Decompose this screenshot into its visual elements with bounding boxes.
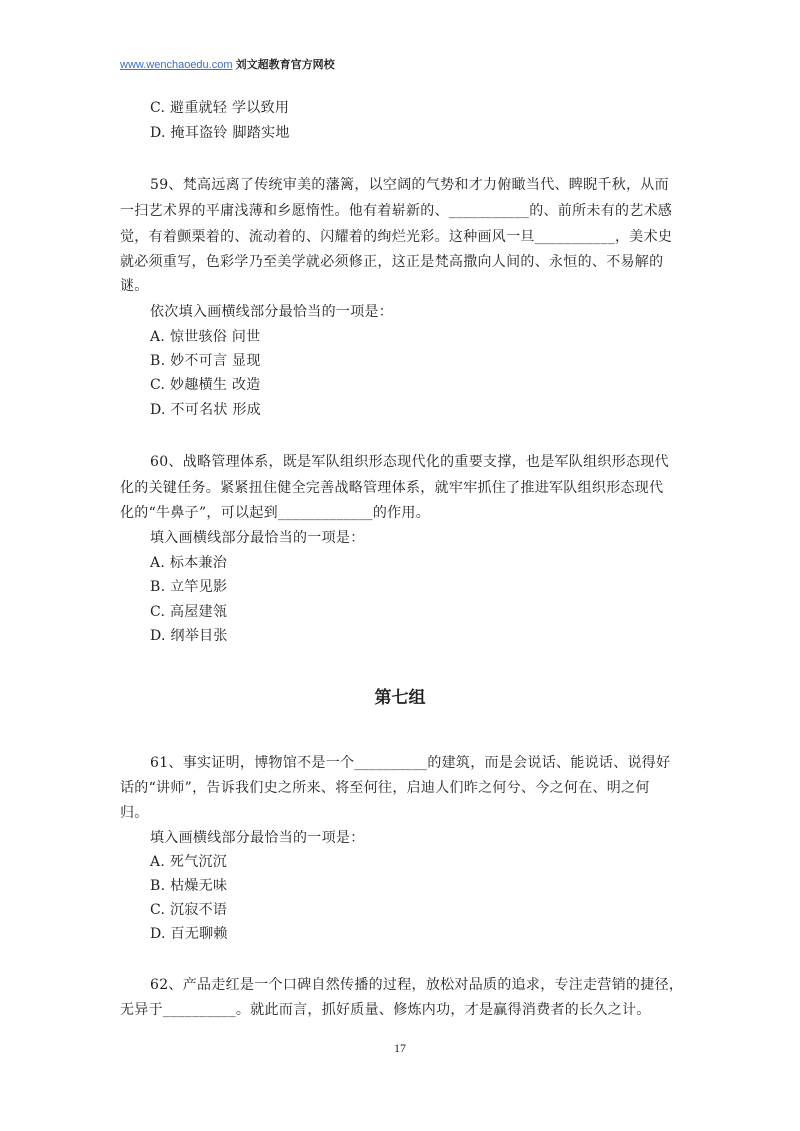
- q61-option-a: A. 死气沉沉: [150, 854, 228, 870]
- q61-option-b: B. 枯燥无味: [150, 878, 228, 894]
- q61-option-c: C. 沉寂不语: [150, 902, 228, 918]
- question-62-line: 62、产品走红是一个口碑自然传播的过程，放松对品质的追求，专注走营销的捷径，: [150, 977, 684, 993]
- question-59-line: 谜。: [120, 278, 149, 294]
- site-name: 刘文超教育官方网校: [235, 59, 335, 71]
- question-59-line: 一扫艺术界的平庸浅薄和乡愿惰性。他有着崭新的、___________的、前所未有的艺术感: [120, 203, 673, 219]
- q60-option-d: D. 纲举目张: [150, 628, 228, 644]
- question-59-prompt: 依次填入画横线部分最恰当的一项是：: [150, 304, 394, 320]
- q61-option-d: D. 百无聊赖: [150, 926, 228, 942]
- q59-option-a: A. 惊世骇俗 问世: [150, 329, 261, 345]
- site-url-link[interactable]: www.wenchaoedu.com: [120, 59, 233, 71]
- option-d: D. 掩耳盗铃 脚踏实地: [150, 125, 290, 141]
- option-c: C. 避重就轻 学以致用: [150, 100, 290, 116]
- question-61-line: 61、事实证明，博物馆不是一个__________的建筑，而是会说话、能说话、说得好: [150, 755, 671, 771]
- question-59-line: 就必须重写，色彩学乃至美学就必须修正，这正是梵高撒向人间的、永恒的、不易解的: [120, 254, 664, 270]
- question-61-line: 话的“讲师”，告诉我们史之所来、将至何往，启迪人们昨之何兮、今之何在、明之何: [120, 780, 650, 796]
- q59-option-d: D. 不可名状 形成: [150, 402, 262, 418]
- q60-option-b: B. 立竿见影: [150, 579, 228, 595]
- question-60-line: 60、战略管理体系，既是军队组织形态现代化的重要支撑，也是军队组织形态现代: [150, 454, 669, 470]
- q59-option-b: B. 妙不可言 显现: [150, 353, 261, 369]
- question-60-line: 化的“牛鼻子”，可以起到_____________的作用。: [120, 505, 431, 521]
- question-62-line: 无异于__________。就此而言，抓好质量、修炼内功，才是赢得消费者的长久之计。: [120, 1002, 651, 1018]
- page-header: [120, 56, 335, 72]
- q60-option-c: C. 高屋建瓴: [150, 604, 228, 620]
- page-number: 17: [394, 1041, 406, 1055]
- question-61-prompt: 填入画横线部分最恰当的一项是：: [150, 830, 365, 846]
- section-title: 第七组: [374, 688, 426, 708]
- q60-option-a: A. 标本兼治: [150, 555, 228, 571]
- question-60-line: 化的关键任务。紧紧扭住健全完善战略管理体系，就牢牢抓住了推进军队组织形态现代: [120, 480, 664, 496]
- question-61-line: 归。: [120, 805, 149, 821]
- q59-option-c: C. 妙趣横生 改造: [150, 377, 261, 393]
- question-59-line: 59、梵高远离了传统审美的藩篱，以空阔的气势和才力俯瞰当代、睥睨千秋，从而: [150, 177, 669, 193]
- question-59-line: 觉，有着颤栗着的、流动着的、闪耀着的绚烂光彩。这种画风一旦___________，美术史: [120, 229, 673, 245]
- question-60-prompt: 填入画横线部分最恰当的一项是：: [150, 530, 365, 546]
